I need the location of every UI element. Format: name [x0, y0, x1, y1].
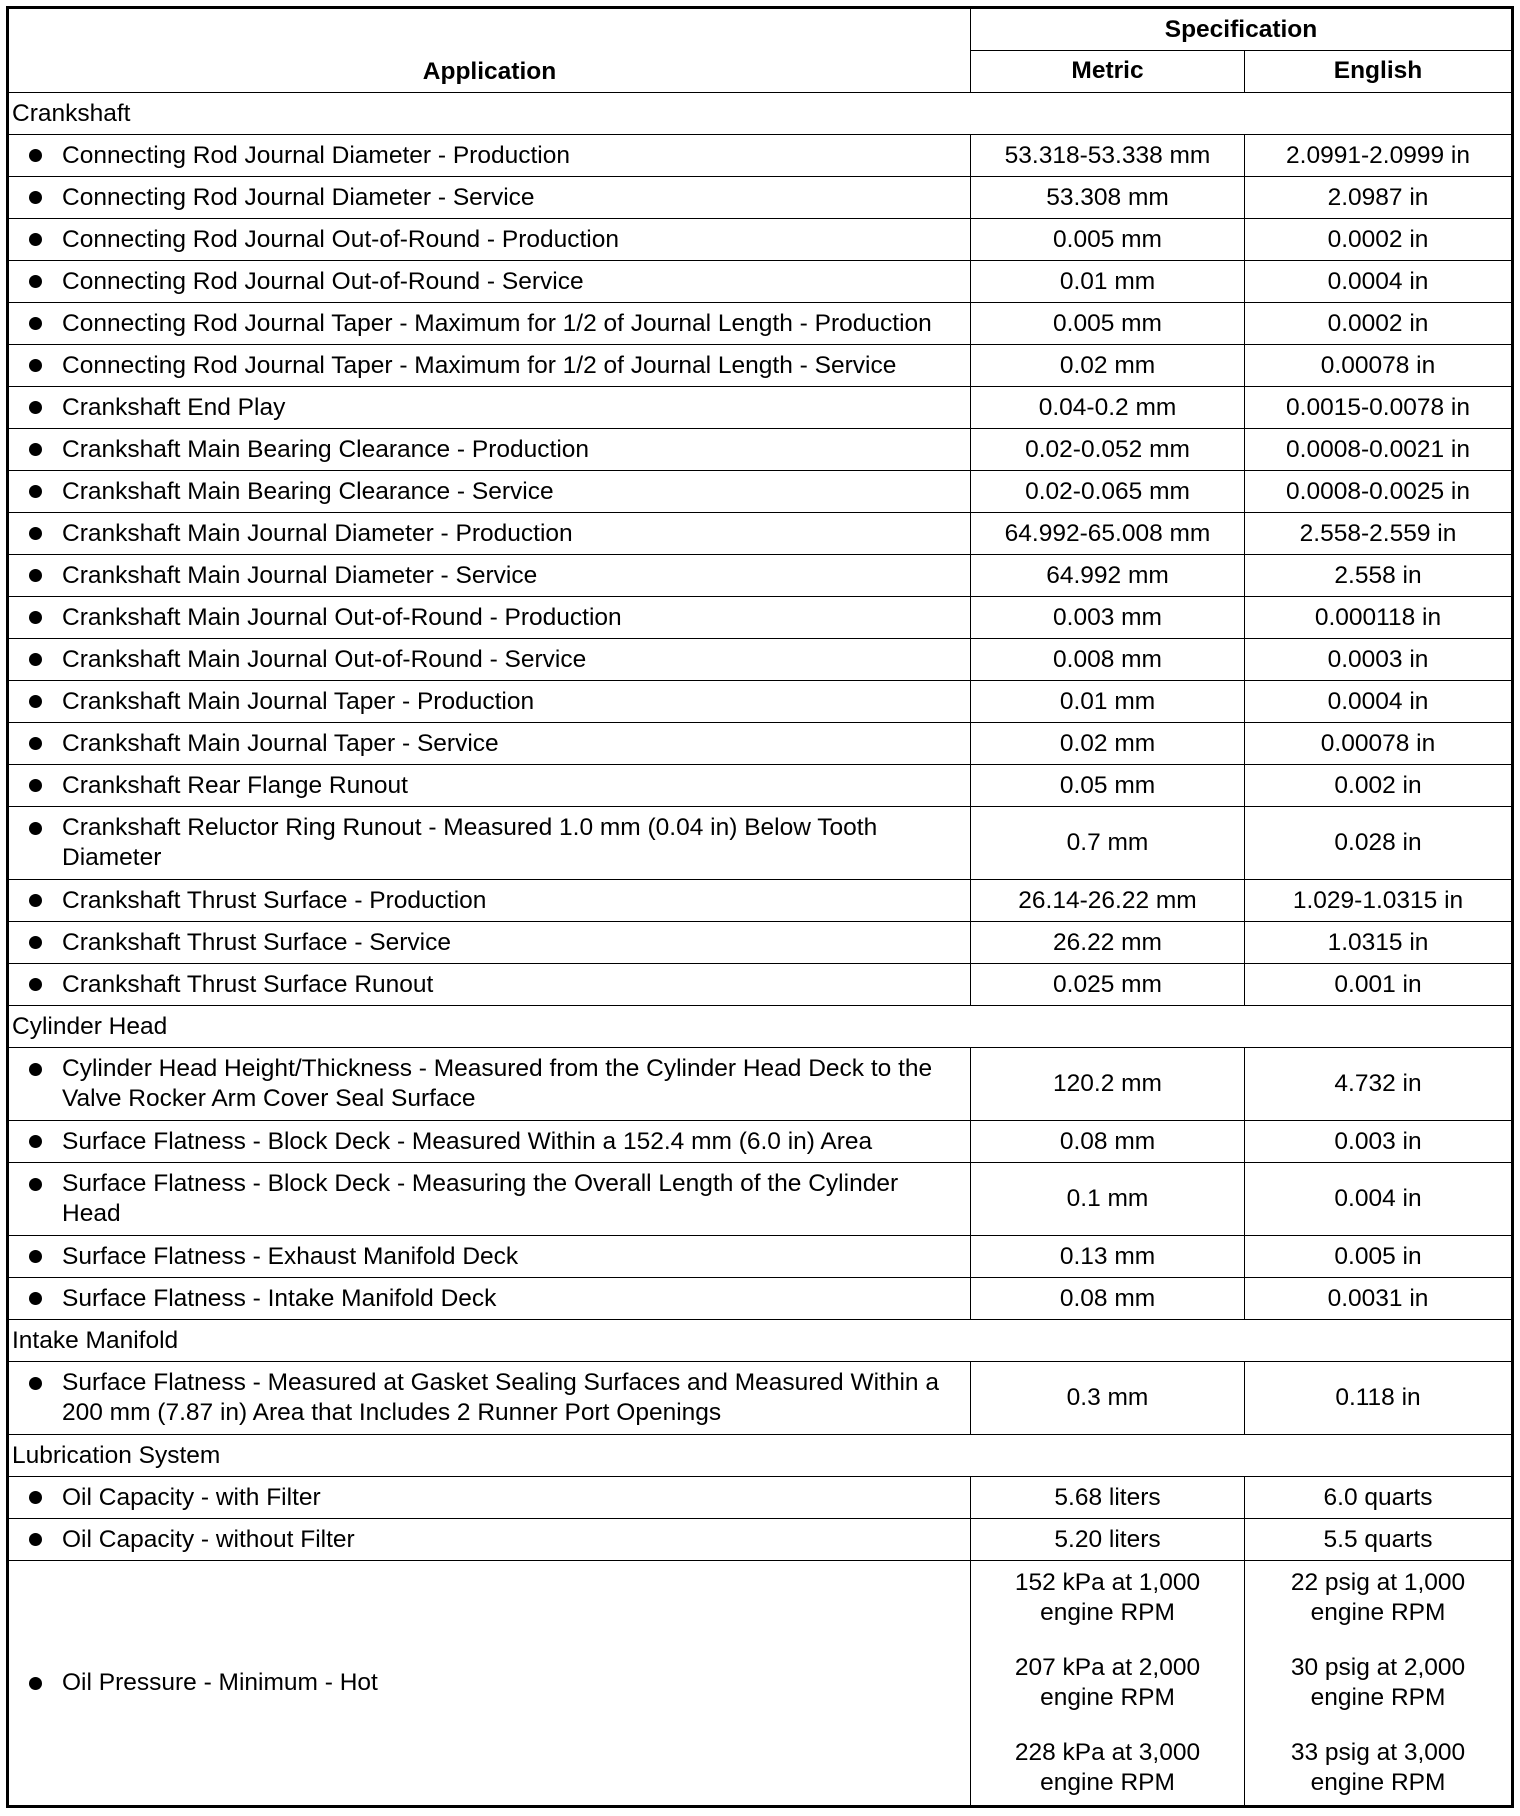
list-item [9, 1169, 970, 1229]
english-value: 0.003 in [1334, 1127, 1422, 1155]
metric-value: 0.01 mm [971, 681, 1245, 722]
application-cell [9, 964, 971, 1005]
application-cell [9, 1163, 971, 1235]
english-value: 0.0008-0.0025 in [1286, 477, 1470, 505]
application-cell [9, 765, 971, 806]
application-text: Oil Capacity - without Filter [62, 1525, 355, 1553]
bullet-icon [29, 611, 42, 624]
metric-value: 26.14-26.22 mm [971, 880, 1245, 921]
english-value: 2.0991-2.0999 in [1286, 141, 1470, 169]
bullet-icon [29, 527, 42, 540]
application-cell [9, 1477, 971, 1518]
application-cell [9, 387, 971, 428]
metric-value: 0.005 mm [971, 303, 1245, 344]
list-item [9, 225, 970, 255]
application-text: Crankshaft Thrust Surface - Service [62, 928, 451, 956]
list-item [9, 267, 970, 297]
english-value: 0.0004 in [1327, 267, 1429, 295]
application-cell [9, 555, 971, 596]
section-header-intake-manifold: Intake Manifold [9, 1320, 1511, 1362]
list-item [9, 928, 970, 958]
english-value: 0.028 in [1334, 829, 1422, 856]
list-item [9, 141, 970, 171]
metric-value: 5.68 liters [971, 1477, 1245, 1518]
list-item [9, 519, 970, 549]
bullet-icon [29, 779, 42, 792]
bullet-icon [29, 1250, 42, 1263]
metric-value: 53.318-53.338 mm [971, 135, 1245, 176]
application-text: Crankshaft Main Journal Out-of-Round - Production [62, 603, 622, 631]
metric-value: 0.13 mm [971, 1236, 1245, 1277]
list-item [9, 1483, 970, 1513]
application-cell [9, 880, 971, 921]
english-value: 33 psig at 3,000 engine RPM [1290, 1739, 1466, 1796]
list-item [9, 1525, 970, 1555]
metric-value: 0.008 mm [971, 639, 1245, 680]
metric-value: 0.7 mm [971, 807, 1245, 879]
metric-value: 64.992 mm [971, 555, 1245, 596]
list-item [9, 645, 970, 675]
english-value: 2.558 in [1334, 561, 1422, 589]
english-value: 2.0987 in [1327, 183, 1429, 211]
list-item [9, 729, 970, 759]
english-value: 1.029-1.0315 in [1292, 886, 1464, 914]
application-text: Crankshaft Reluctor Ring Runout - Measured 1.0 mm (0.04 in) Below Tooth Diameter [62, 814, 878, 871]
table-row [9, 303, 1511, 345]
table-row [9, 1236, 1511, 1278]
list-item [9, 1284, 970, 1314]
application-text: Crankshaft Thrust Surface - Production [62, 886, 487, 914]
metric-value: 152 kPa at 1,000 engine RPM [1014, 1569, 1201, 1626]
application-text: Surface Flatness - Block Deck - Measuring the Overall Length of the Cylinder Head [62, 1170, 899, 1227]
metric-value: 53.308 mm [971, 177, 1245, 218]
bullet-icon [29, 569, 42, 582]
application-cell [9, 1048, 971, 1120]
table-row [9, 1519, 1511, 1561]
application-text: Crankshaft Main Journal Diameter - Service [62, 561, 538, 589]
application-text: Connecting Rod Journal Taper - Maximum for 1/2 of Journal Length - Production [62, 309, 932, 337]
table-row [9, 135, 1511, 177]
metric-value: 0.08 mm [971, 1121, 1245, 1162]
list-item [9, 813, 970, 873]
application-cell [9, 597, 971, 638]
english-value: 0.0002 in [1327, 225, 1429, 253]
application-cell [9, 471, 971, 512]
bullet-icon [29, 275, 42, 288]
table-row [9, 555, 1511, 597]
table-row [9, 1362, 1511, 1435]
metric-value: 0.1 mm [971, 1163, 1245, 1235]
application-text: Connecting Rod Journal Diameter - Service [62, 183, 535, 211]
list-item [9, 886, 970, 916]
bullet-icon [29, 359, 42, 372]
column-header-specification: Specification [971, 9, 1511, 51]
list-item [9, 1054, 970, 1114]
metric-value: 0.05 mm [971, 765, 1245, 806]
application-text: Crankshaft Rear Flange Runout [62, 771, 408, 799]
bullet-icon [29, 1677, 42, 1690]
application-cell [9, 429, 971, 470]
table-row [9, 639, 1511, 681]
section-header-cylinder-head: Cylinder Head [9, 1006, 1511, 1048]
list-item [9, 970, 970, 1000]
english-value: 2.558-2.559 in [1299, 519, 1457, 547]
english-value: 0.000118 in [1314, 603, 1442, 631]
application-cell [9, 807, 971, 879]
bullet-icon [29, 1491, 42, 1504]
list-item [9, 477, 970, 507]
english-value: 1.0315 in [1327, 928, 1429, 956]
metric-value: 5.20 liters [971, 1519, 1245, 1560]
english-value: 30 psig at 2,000 engine RPM [1290, 1654, 1466, 1711]
application-text: Crankshaft Main Journal Out-of-Round - Service [62, 645, 587, 673]
bullet-icon [29, 443, 42, 456]
list-item [9, 183, 970, 213]
bullet-icon [29, 1135, 42, 1148]
english-value: 0.00078 in [1320, 729, 1436, 757]
metric-value: 0.02 mm [971, 723, 1245, 764]
column-header-application: Application [9, 9, 971, 92]
metric-value: 64.992-65.008 mm [971, 513, 1245, 554]
metric-value: 0.003 mm [971, 597, 1245, 638]
application-cell [9, 177, 971, 218]
bullet-icon [29, 822, 42, 835]
metric-value: 26.22 mm [971, 922, 1245, 963]
english-value: 0.002 in [1334, 771, 1422, 799]
english-value: 0.00078 in [1320, 351, 1436, 379]
table-row [9, 1048, 1511, 1121]
application-text: Surface Flatness - Block Deck - Measured Within a 152.4 mm (6.0 in) Area [62, 1127, 873, 1155]
table-row [9, 807, 1511, 880]
table-row [9, 261, 1511, 303]
bullet-icon [29, 936, 42, 949]
table-row [9, 964, 1511, 1006]
application-text: Connecting Rod Journal Out-of-Round - Production [62, 225, 620, 253]
metric-value: 0.02 mm [971, 345, 1245, 386]
metric-value: 0.3 mm [971, 1362, 1245, 1434]
application-cell [9, 303, 971, 344]
application-text: Crankshaft Main Journal Taper - Service [62, 729, 499, 757]
bullet-icon [29, 401, 42, 414]
section-header-crankshaft: Crankshaft [9, 93, 1511, 135]
application-text: Crankshaft Main Journal Diameter - Production [62, 519, 573, 547]
list-item [9, 687, 970, 717]
english-value: 0.0031 in [1327, 1284, 1429, 1312]
bullet-icon [29, 485, 42, 498]
application-cell [9, 345, 971, 386]
table-row [9, 1561, 1511, 1805]
application-cell [9, 922, 971, 963]
bullet-icon [29, 653, 42, 666]
list-item [9, 771, 970, 801]
list-item [9, 1242, 970, 1272]
application-text: Crankshaft Thrust Surface Runout [62, 970, 434, 998]
application-text: Surface Flatness - Measured at Gasket Sealing Surfaces and Measured Within a 200 mm (7.87 in) Area that Includes 2 Runner Port Openings [62, 1369, 939, 1426]
application-text: Crankshaft End Play [62, 393, 286, 421]
metric-value: 0.08 mm [971, 1278, 1245, 1319]
application-text: Connecting Rod Journal Out-of-Round - Service [62, 267, 584, 295]
english-value: 0.118 in [1335, 1384, 1421, 1411]
application-text: Oil Pressure - Minimum - Hot [62, 1669, 378, 1696]
metric-value: 0.005 mm [971, 219, 1245, 260]
bullet-icon [29, 695, 42, 708]
list-item [9, 1127, 970, 1157]
table-row [9, 723, 1511, 765]
table-row [9, 880, 1511, 922]
bullet-icon [29, 1178, 42, 1191]
column-header-english: English [1333, 57, 1423, 85]
english-value: 0.001 in [1334, 970, 1422, 998]
table-row [9, 765, 1511, 807]
bullet-icon [29, 978, 42, 991]
table-row [9, 1278, 1511, 1320]
list-item [9, 1368, 970, 1428]
column-header-metric: Metric [971, 51, 1245, 92]
table-header [9, 9, 1511, 93]
application-text: Connecting Rod Journal Diameter - Production [62, 141, 570, 169]
list-item [9, 309, 970, 339]
table-row [9, 597, 1511, 639]
english-value: 0.0015-0.0078 in [1286, 393, 1470, 421]
application-text: Oil Capacity - with Filter [62, 1483, 321, 1511]
list-item [9, 351, 970, 381]
metric-value: 228 kPa at 3,000 engine RPM [1014, 1739, 1201, 1796]
list-item [9, 1668, 970, 1698]
application-cell [9, 513, 971, 554]
bullet-icon [29, 149, 42, 162]
metric-value: 0.04-0.2 mm [971, 387, 1245, 428]
application-cell [9, 261, 971, 302]
metric-value: 0.01 mm [971, 261, 1245, 302]
metric-value: 0.02-0.065 mm [971, 471, 1245, 512]
application-cell [9, 1278, 971, 1319]
table-row [9, 177, 1511, 219]
english-value: 22 psig at 1,000 engine RPM [1290, 1569, 1466, 1626]
table-row [9, 471, 1511, 513]
application-cell [9, 1561, 971, 1805]
application-cell [9, 1236, 971, 1277]
application-text: Surface Flatness - Intake Manifold Deck [62, 1284, 497, 1312]
metric-value: 0.02-0.052 mm [971, 429, 1245, 470]
metric-value: 0.025 mm [971, 964, 1245, 1005]
application-cell [9, 1121, 971, 1162]
metric-value: 120.2 mm [971, 1048, 1245, 1120]
list-item [9, 561, 970, 591]
application-text: Crankshaft Main Bearing Clearance - Production [62, 435, 590, 463]
metric-value: 207 kPa at 2,000 engine RPM [1014, 1654, 1201, 1711]
bullet-icon [29, 317, 42, 330]
table-row [9, 1477, 1511, 1519]
table-row [9, 345, 1511, 387]
application-text: Crankshaft Main Journal Taper - Production [62, 687, 535, 715]
application-cell [9, 1362, 971, 1434]
table-row [9, 1121, 1511, 1163]
english-value: 0.004 in [1334, 1185, 1422, 1212]
english-value: 0.0003 in [1327, 645, 1429, 673]
application-text: Cylinder Head Height/Thickness - Measured from the Cylinder Head Deck to the Valve Rocker Arm Cover Seal Surface [62, 1055, 933, 1112]
application-text: Crankshaft Main Bearing Clearance - Service [62, 477, 554, 505]
bullet-icon [29, 1292, 42, 1305]
bullet-icon [29, 1533, 42, 1546]
list-item [9, 393, 970, 423]
spec-table [6, 6, 1514, 1808]
bullet-icon [29, 894, 42, 907]
metric-value-list [971, 1561, 1245, 1805]
application-text: Surface Flatness - Exhaust Manifold Deck [62, 1242, 519, 1270]
application-cell [9, 639, 971, 680]
list-item [9, 603, 970, 633]
table-row [9, 1163, 1511, 1236]
table-row [9, 513, 1511, 555]
english-value-list [1245, 1561, 1511, 1805]
application-cell [9, 135, 971, 176]
bullet-icon [29, 1063, 42, 1076]
bullet-icon [29, 1377, 42, 1390]
table-row [9, 429, 1511, 471]
application-cell [9, 1519, 971, 1560]
table-row [9, 219, 1511, 261]
table-row [9, 387, 1511, 429]
english-value: 0.005 in [1334, 1242, 1422, 1270]
application-cell [9, 723, 971, 764]
english-value: 0.0002 in [1327, 309, 1429, 337]
english-value: 6.0 quarts [1323, 1483, 1433, 1511]
english-value: 0.0004 in [1327, 687, 1429, 715]
table-row [9, 922, 1511, 964]
list-item [9, 435, 970, 465]
application-cell [9, 681, 971, 722]
english-value: 4.732 in [1334, 1070, 1422, 1097]
application-cell [9, 219, 971, 260]
english-value: 5.5 quarts [1323, 1525, 1433, 1553]
bullet-icon [29, 233, 42, 246]
english-value: 0.0008-0.0021 in [1286, 435, 1470, 463]
bullet-icon [29, 191, 42, 204]
table-row [9, 681, 1511, 723]
application-text: Connecting Rod Journal Taper - Maximum for 1/2 of Journal Length - Service [62, 351, 897, 379]
section-header-lubrication-system: Lubrication System [9, 1435, 1511, 1477]
bullet-icon [29, 737, 42, 750]
